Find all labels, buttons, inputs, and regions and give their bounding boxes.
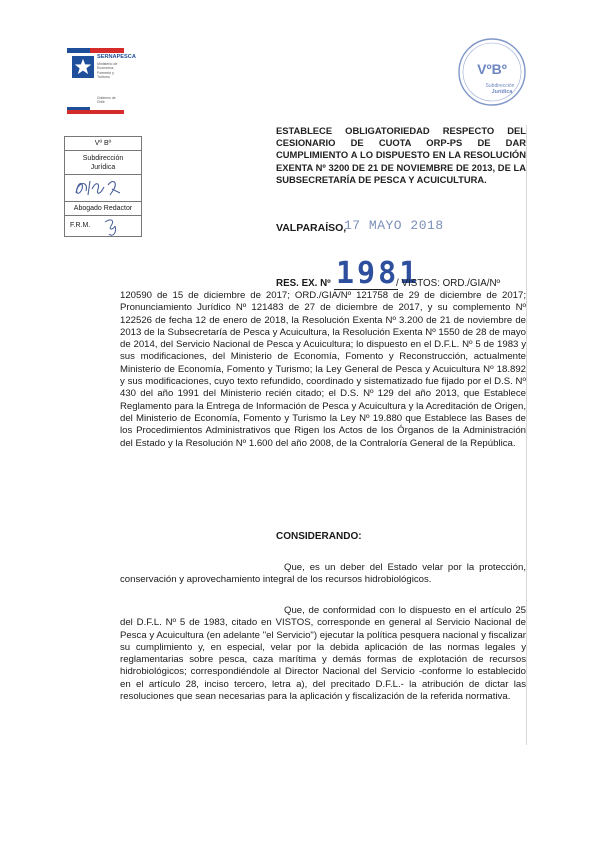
date-stamp: 17 MAYO 2018: [344, 218, 444, 233]
right-margin-line: [526, 125, 527, 745]
sernapesca-logo: [67, 48, 136, 114]
approval-subdireccion: [65, 151, 141, 175]
considerando-paragraph-1: Que, es un deber del Estado velar por la protección, conservación y aprovechamiento integral de los recursos hidrobiológicos.: [120, 562, 526, 586]
stamp-line1: Subdirección: [485, 83, 515, 89]
vistos-paragraph: 120590 de 15 de diciembre de 2017; ORD./GIA/Nº 121758 de 29 de diciembre de 2017; Pronunciamiento Jurídico Nº 121483 de 27 de diciembre de 2017, y su complemento Nº 122526 de fecha 12 de enero de 2018, la Resolución Exenta Nº 3.200 de 21 de noviembre de 2013 de la Subsecretaría de Pesca y Acuicultura, la Resolución Exenta Nº 1550 de 28 de mayo de 2014, del Servicio Nacional de Pesca y Acuicultura; lo dispuesto en el D.F.L. Nº 5 de 1983 y sus modificaciones, del Ministerio de Economía, Fomento y Reconstrucción, actualmente Ministerio de Economía, Fomento y Turismo; la Ley General de Pesca y Acuicultura Nº 18.892 y sus modificaciones, cuyo texto refundido, coordinado y sistematizado fue fijado por el D.S. Nº 430 del año 1991 del Ministerio recién citado; el D.S. Nº 129 del año 2013, que Establece Reglamento para la Entrega de Información de Pesca y Acuicultura y la Acreditación de Origen, del Ministerio de Economía, Fomento y Turismo la Ley Nº 19.880 que Establece las Bases de los Procedimientos Administrativos que Rigen los Actos de los Órganos de la Administración del Estado y la Resolución Nº 1.600 del año 2008, de la Contraloría General de la República.: [120, 290, 526, 449]
approval-frm: [65, 216, 141, 236]
considerando-paragraph-2: Que, de conformidad con lo dispuesto en el artículo 25 del D.F.L. Nº 5 de 1983, citado en VISTOS, corresponde en general al Servicio Nacional de Pesca y Acuicultura (en adelante "el Servicio") ejecutar la política pesquera nacional y fiscalizar su cumplimiento y, en especial, velar por la debida aplicación de las normas legales y reglamentarias sobre pesca, caza marítima y demás formas de explotación de recursos hidrobiológicos; correspondiéndole al Director Nacional del Servicio -conforme lo establecido en el artículo 28, inciso tercero, letra a), del precitado D.F.L.- la atribución de dictar las resoluciones que sean necesarias para la aplicación y fiscalización de la referida normativa.: [120, 605, 526, 703]
approval-abogado: Abogado Redactor: [65, 202, 141, 216]
stamp-vb: VºBº: [477, 61, 507, 77]
initials-icon: [101, 216, 131, 238]
approval-vb: Vº Bº: [65, 137, 141, 151]
star-icon: [72, 56, 94, 78]
signature-icon: [66, 175, 140, 201]
approval-sub2: Jurídica: [90, 164, 116, 171]
resolution-number: 1981: [336, 256, 421, 291]
logo-ministry: Ministerio de Economía, Fomento y Turismo: [97, 62, 118, 80]
logo-brand: SERNAPESCA: [97, 54, 136, 60]
document-title: ESTABLECE OBLIGATORIEDAD RESPECTO DEL CESIONARIO DE CUOTA ORP-PS DE DAR CUMPLIMIENTO A LO DISPUESTO EN LA RESOLUCIÓN EXENTA Nº 3200 DE 21 DE NOVIEMBRE DE 2013, DE LA SUBSECRETARÍA DE PESCA Y ACUICULTURA.: [276, 125, 526, 185]
stamp-line2: Jurídica: [491, 89, 513, 95]
approval-frm-label: F.R.M.: [70, 222, 91, 229]
place: VALPARAÍSO,: [276, 222, 347, 234]
approval-box: [64, 136, 142, 237]
approval-stamp: [456, 36, 528, 108]
resolution-prefix: RES. EX. Nº: [276, 278, 331, 289]
considerando-heading: CONSIDERANDO:: [276, 531, 362, 542]
logo-footer: Gobierno de Chile: [97, 96, 116, 104]
approval-signature: [65, 175, 141, 202]
approval-sub1: Subdirección: [82, 155, 124, 162]
vistos-label: / VISTOS: ORD./GIA/Nº: [396, 278, 501, 289]
